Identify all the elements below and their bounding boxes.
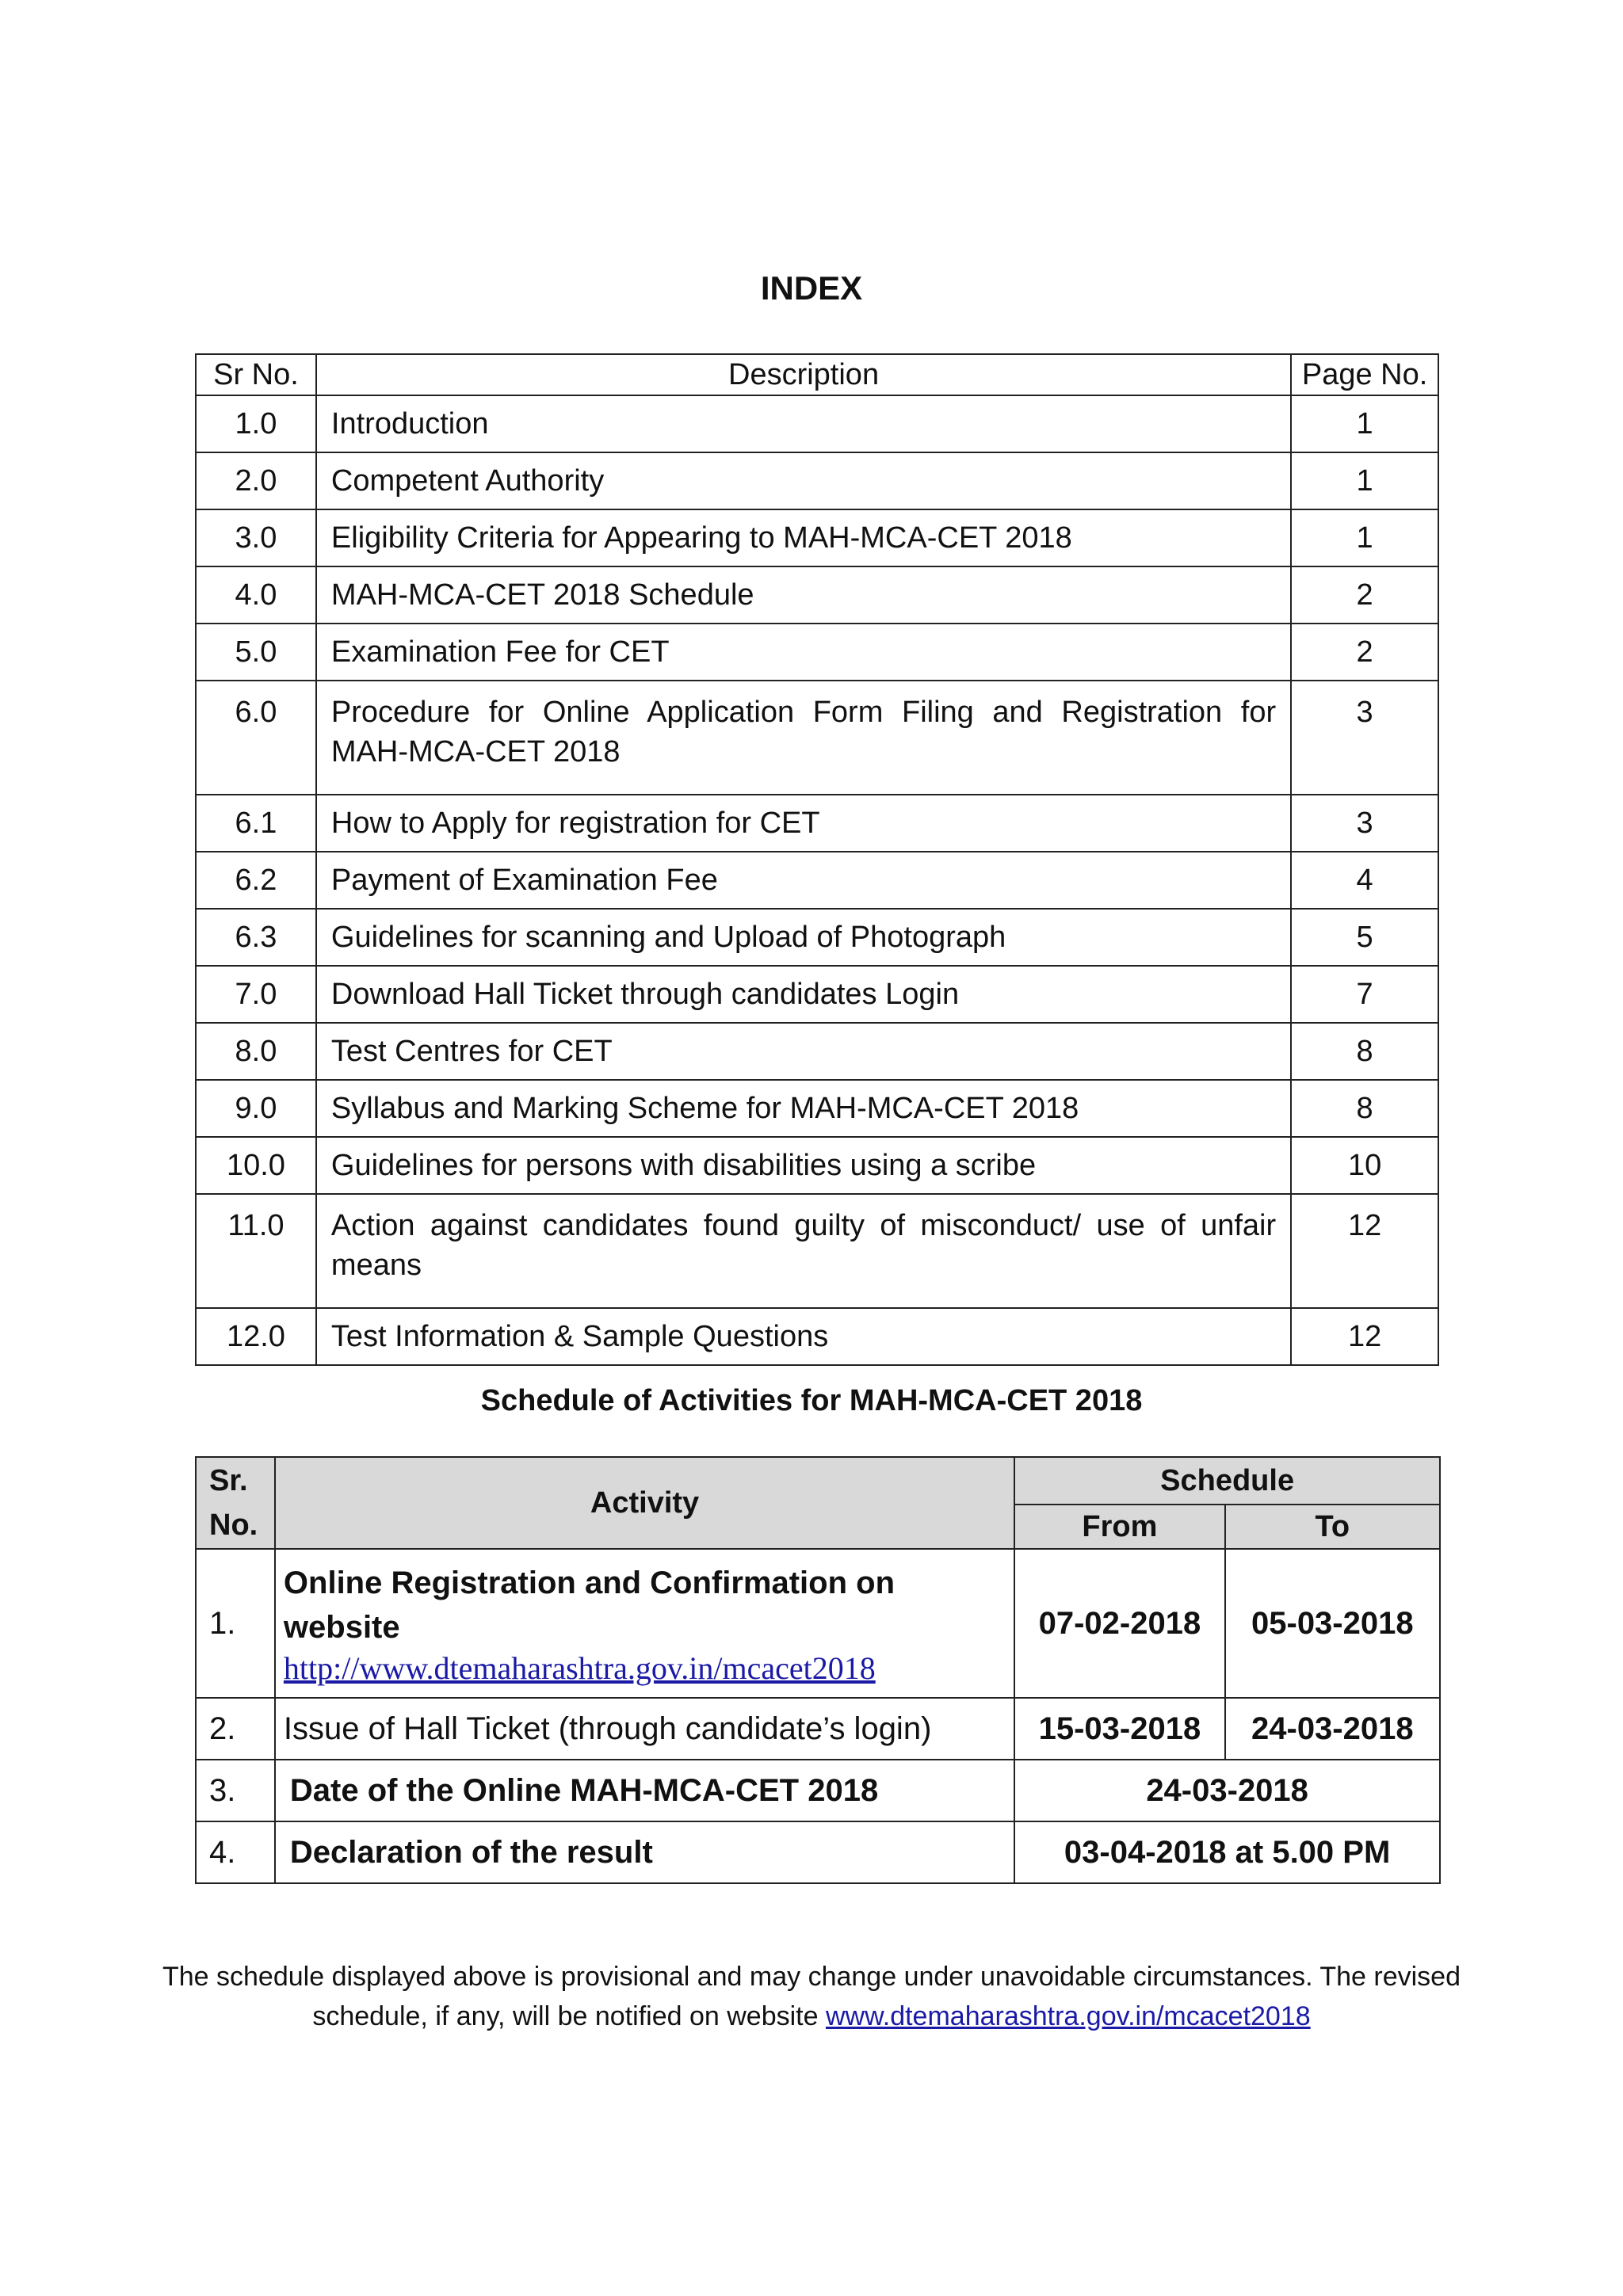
schedule-table [195,1456,1441,1884]
schedule-header-to: To [1225,1505,1440,1549]
index-sr: 8.0 [196,1023,316,1080]
index-page: 8 [1291,1080,1438,1137]
index-description: Test Centres for CET [316,1023,1291,1080]
index-sr: 6.0 [196,681,316,795]
schedule-header-row [196,1457,1440,1505]
index-page: 12 [1291,1308,1438,1365]
schedule-from: 07-02-2018 [1014,1549,1224,1698]
schedule-sr: 4. [196,1821,275,1883]
index-sr: 7.0 [196,966,316,1023]
index-sr: 6.1 [196,795,316,852]
index-sr: 11.0 [196,1194,316,1308]
index-sr: 6.3 [196,909,316,966]
index-description: Test Information & Sample Questions [316,1308,1291,1365]
schedule-activity-cell [275,1549,1014,1698]
index-page: 2 [1291,624,1438,681]
schedule-row [196,1549,1440,1698]
index-description: Competent Authority [316,452,1291,509]
footnote-link[interactable]: www.dtemaharashtra.gov.in/mcacet2018 [825,2001,1311,2031]
index-page: 2 [1291,566,1438,624]
index-row [196,1308,1438,1365]
index-header-description: Description [316,354,1291,395]
schedule-activity: Date of the Online MAH-MCA-CET 2018 [275,1760,1014,1821]
index-row [196,452,1438,509]
index-sr: 1.0 [196,395,316,452]
index-table [195,353,1439,1366]
index-page: 4 [1291,852,1438,909]
schedule-sr: 2. [196,1698,275,1760]
index-row [196,852,1438,909]
index-sr: 4.0 [196,566,316,624]
index-title: INDEX [760,269,863,307]
index-page: 7 [1291,966,1438,1023]
index-page: 8 [1291,1023,1438,1080]
schedule-to: 05-03-2018 [1225,1549,1440,1698]
index-header-page: Page No. [1291,354,1438,395]
index-header-sr: Sr No. [196,354,316,395]
index-row [196,1080,1438,1137]
index-page: 3 [1291,681,1438,795]
index-page: 1 [1291,395,1438,452]
index-sr: 10.0 [196,1137,316,1194]
index-sr: 2.0 [196,452,316,509]
index-sr: 12.0 [196,1308,316,1365]
index-row [196,909,1438,966]
index-sr: 5.0 [196,624,316,681]
index-description: Syllabus and Marking Scheme for MAH-MCA-CET 2018 [316,1080,1291,1137]
schedule-row [196,1698,1440,1760]
index-sr: 9.0 [196,1080,316,1137]
schedule-title: Schedule of Activities for MAH-MCA-CET 2018 [480,1384,1143,1417]
index-row [196,681,1438,795]
schedule-header-from: From [1014,1505,1224,1549]
index-description: Payment of Examination Fee [316,852,1291,909]
index-description: Action against candidates found guilty of misconduct/ use of unfair means [316,1194,1291,1308]
schedule-date: 03-04-2018 at 5.00 PM [1014,1821,1440,1883]
index-row [196,1194,1438,1308]
schedule-sr: 3. [196,1760,275,1821]
schedule-sr: 1. [196,1549,275,1698]
schedule-header-schedule: Schedule [1014,1457,1440,1505]
schedule-activity: Issue of Hall Ticket (through candidate’s login) [275,1698,1014,1760]
index-page: 1 [1291,509,1438,566]
schedule-row [196,1760,1440,1821]
index-description: Examination Fee for CET [316,624,1291,681]
index-page: 5 [1291,909,1438,966]
index-row [196,624,1438,681]
index-page: 10 [1291,1137,1438,1194]
index-row [196,395,1438,452]
index-description: MAH-MCA-CET 2018 Schedule [316,566,1291,624]
schedule-activity: Online Registration and Confirmation on website [283,1565,896,1645]
index-row [196,509,1438,566]
index-sr: 3.0 [196,509,316,566]
index-description: How to Apply for registration for CET [316,795,1291,852]
footnote [158,1957,1465,2036]
schedule-date: 24-03-2018 [1014,1760,1440,1821]
index-row [196,1137,1438,1194]
schedule-header-activity: Activity [275,1457,1014,1549]
index-row [196,795,1438,852]
index-sr: 6.2 [196,852,316,909]
index-page: 12 [1291,1194,1438,1308]
index-row [196,1023,1438,1080]
index-description: Guidelines for scanning and Upload of Photograph [316,909,1291,966]
schedule-from: 15-03-2018 [1014,1698,1224,1760]
schedule-to: 24-03-2018 [1225,1698,1440,1760]
schedule-header-sr: Sr. No. [196,1457,275,1549]
index-description: Eligibility Criteria for Appearing to MAH-MCA-CET 2018 [316,509,1291,566]
index-description: Procedure for Online Application Form Filing and Registration for MAH-MCA-CET 2018 [316,681,1291,795]
index-description: Download Hall Ticket through candidates Login [316,966,1291,1023]
index-row [196,566,1438,624]
schedule-row [196,1821,1440,1883]
index-page: 3 [1291,795,1438,852]
index-row [196,966,1438,1023]
registration-link[interactable]: http://www.dtemaharashtra.gov.in/mcacet2018 [283,1650,876,1686]
schedule-activity: Declaration of the result [275,1821,1014,1883]
index-page: 1 [1291,452,1438,509]
footnote-text: The schedule displayed above is provisional and may change under unavoidable circumstances. The revised schedule, if any, will be notified on website [162,1962,1461,2031]
index-description: Introduction [316,395,1291,452]
index-description: Guidelines for persons with disabilities using a scribe [316,1137,1291,1194]
index-header-row [196,354,1438,395]
